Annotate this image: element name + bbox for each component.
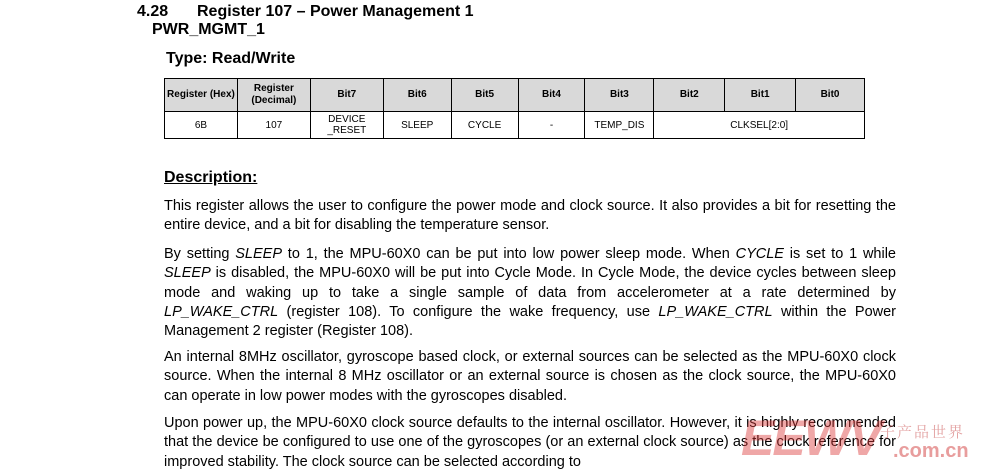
term-lp-wake-ctrl: LP_WAKE_CTRL	[164, 303, 279, 320]
watermark-domain: .com.cn	[893, 440, 969, 462]
cell-bit4: -	[518, 112, 585, 139]
cell-bit7: DEVICE _RESET	[310, 112, 383, 139]
paragraph-3: An internal 8MHz oscillator, gyroscope based clock, or external sources can be selected as the MPU-60X0 clock source. When the internal 8 MHz oscillator or an external source is chosen as the clock source, the MPU-60X0 can operate in low power modes with the gyroscopes disabled.	[164, 349, 896, 404]
header-bit4: Bit4	[518, 79, 585, 112]
watermark-text: 子产品世界	[880, 423, 966, 441]
table-row	[165, 112, 865, 139]
cell-bit2-0: CLKSEL[2:0]	[654, 112, 865, 139]
header-bit7: Bit7	[310, 79, 383, 112]
cell-bit3: TEMP_DIS	[585, 112, 654, 139]
text: By setting	[164, 246, 236, 262]
header-register-hex: Register (Hex)	[165, 79, 238, 112]
watermark-logo: EEWV	[741, 410, 881, 466]
text: to 1, the MPU-60X0 can be put into low power sleep mode. When	[282, 246, 736, 262]
header-register-decimal: Register (Decimal)	[237, 79, 310, 112]
register-type: Type: Read/Write	[166, 50, 296, 67]
paragraph-4: Upon power up, the MPU-60X0 clock source defaults to the internal oscillator. However, it is highly recommended that the device be configured to use one of the gyroscopes (or an external clock source) as the clock reference for improved stability. The clock source can be selected according to	[164, 415, 896, 470]
text: within the Power Management 2 register (Register 108).	[164, 303, 896, 340]
header-bit6: Bit6	[383, 79, 451, 112]
header-bit1: Bit1	[725, 79, 796, 112]
table-header-row	[165, 79, 865, 112]
section-number: 4.28	[137, 3, 169, 20]
term-cycle: CYCLE	[735, 246, 784, 262]
text: (register 108). To configure the wake frequency, use	[278, 303, 659, 320]
header-bit3: Bit3	[585, 79, 654, 112]
description-title: Description:	[164, 169, 258, 186]
term-sleep: SLEEP	[235, 246, 282, 262]
paragraph-1: This register allows the user to configure the power mode and clock source. It also provides a bit for resetting the entire device, and a bit for disabling the temperature sensor.	[164, 198, 896, 234]
text: is set to 1 while	[783, 246, 896, 262]
header-bit0: Bit0	[796, 79, 865, 112]
cell-decimal: 107	[237, 112, 310, 139]
cell-hex: 6B	[165, 112, 238, 139]
register-table	[164, 78, 865, 139]
register-name: PWR_MGMT_1	[152, 21, 265, 38]
term-sleep: SLEEP	[164, 265, 211, 282]
paragraph-2	[164, 245, 896, 341]
header-bit5: Bit5	[451, 79, 518, 112]
text: is disabled, the MPU-60X0 will be put into Cycle Mode. In Cycle Mode, the device cycles between sleep mode and waking up to take a single sample of data from accelerometer at a rate determined by	[164, 265, 896, 301]
cell-bit5: CYCLE	[451, 112, 518, 139]
section-heading	[137, 3, 474, 21]
header-bit2: Bit2	[654, 79, 725, 112]
cell-bit6: SLEEP	[383, 112, 451, 139]
section-title: Register 107 – Power Management 1	[197, 3, 474, 20]
term-lp-wake-ctrl: LP_WAKE_CTRL	[658, 303, 773, 320]
